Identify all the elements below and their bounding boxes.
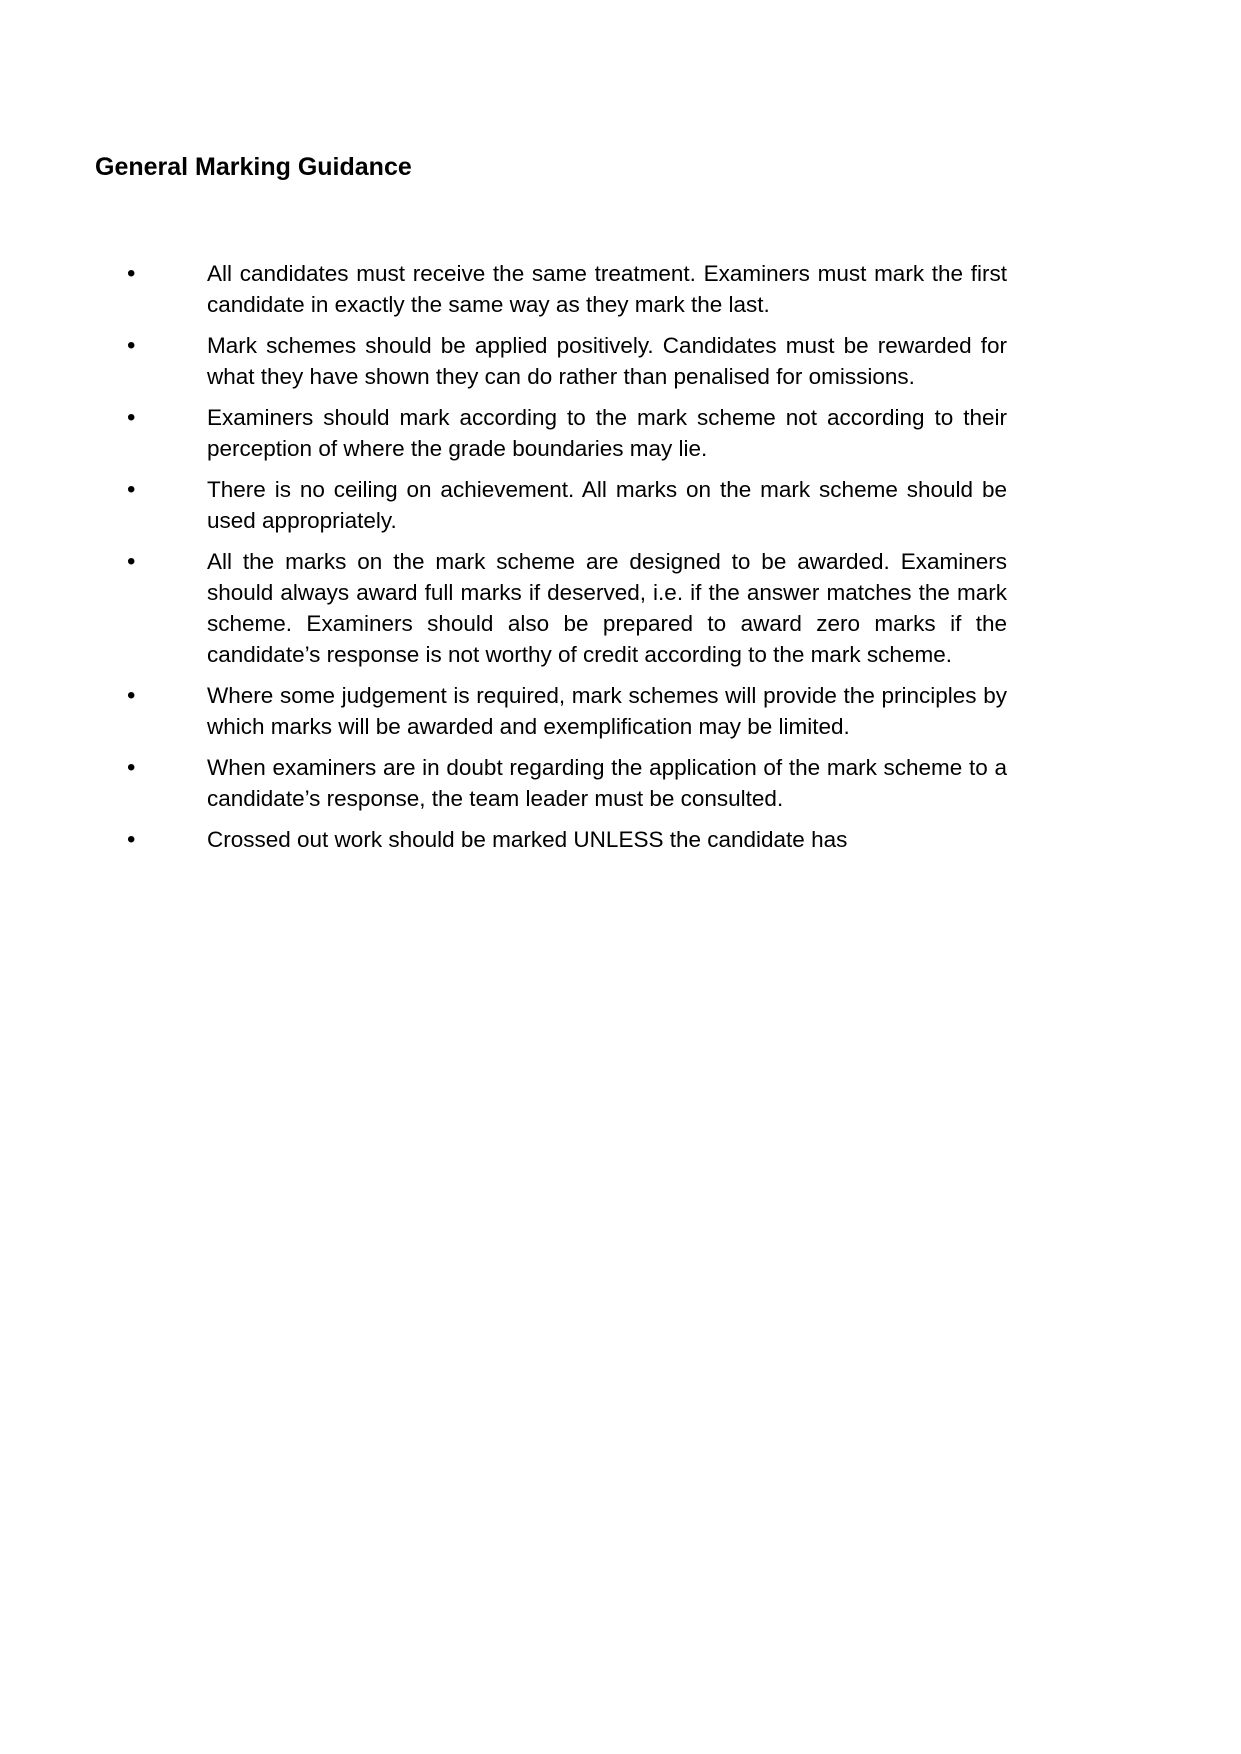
guidance-item-3: [127, 402, 1007, 464]
guidance-item-1: [127, 258, 1007, 320]
guidance-item-8: [127, 824, 1007, 855]
guidance-item-text: Examiners should mark according to the mark scheme not according to their perception of where the grade boundaries may lie.: [207, 405, 1007, 461]
guidance-item-text: Where some judgement is required, mark schemes will provide the principles by which marks will be awarded and exemplification may be limited.: [207, 683, 1007, 739]
guidance-item-5: [127, 546, 1007, 670]
guidance-item-4: [127, 474, 1007, 536]
guidance-item-6: [127, 680, 1007, 742]
guidance-item-text: Mark schemes should be applied positively. Candidates must be rewarded for what they have shown they can do rather than penalised for omissions.: [207, 333, 1007, 389]
bullet-icon: •: [127, 754, 136, 781]
bullet-icon: •: [127, 404, 136, 431]
guidance-item-7: [127, 752, 1007, 814]
bullet-icon: •: [127, 826, 136, 853]
bullet-icon: •: [127, 260, 136, 287]
guidance-item-text: All the marks on the mark scheme are designed to be awarded. Examiners should always award full marks if deserved, i.e. if the answer matches the mark scheme. Examiners should also be prepared to award zero marks if the candidate’s response is not worthy of credit according to the mark scheme.: [207, 549, 1007, 667]
bullet-icon: •: [127, 682, 136, 709]
guidance-list: [127, 258, 1007, 865]
guidance-item-text: All candidates must receive the same treatment. Examiners must mark the first candidate in exactly the same way as they mark the last.: [207, 261, 1007, 317]
guidance-item-text: There is no ceiling on achievement. All marks on the mark scheme should be used appropriately.: [207, 477, 1007, 533]
guidance-item-text: Crossed out work should be marked UNLESS the candidate has: [207, 827, 848, 852]
page-title: General Marking Guidance: [95, 153, 412, 181]
guidance-item-text: When examiners are in doubt regarding the application of the mark scheme to a candidate’s response, the team leader must be consulted.: [207, 755, 1007, 811]
bullet-icon: •: [127, 548, 136, 575]
bullet-icon: •: [127, 476, 136, 503]
bullet-icon: •: [127, 332, 136, 359]
guidance-item-2: [127, 330, 1007, 392]
